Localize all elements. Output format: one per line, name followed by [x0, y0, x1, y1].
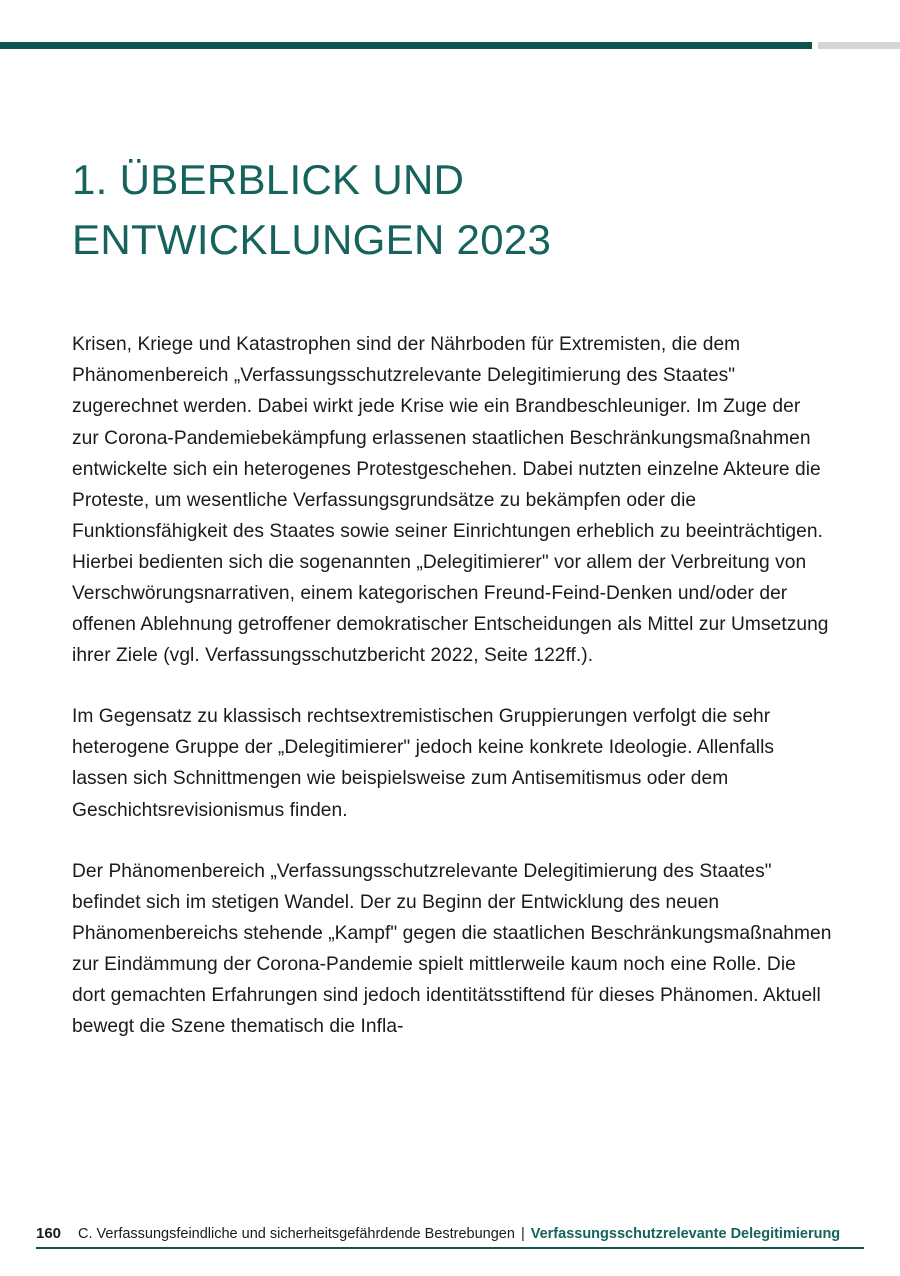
header-rule [0, 42, 900, 49]
page-title-line-1: 1. ÜBERBLICK UND [72, 156, 465, 203]
paragraph-2: Im Gegensatz zu klassisch rechtsextremistischen Gruppierungen verfolgt die sehr heterogene Gruppe der „Delegitimierer" jedoch keine konkrete Ideologie. Allenfalls lassen sich Schnittmengen wie beispielsweise zum Antisemitismus oder dem Geschichtsrevisionismus finden. [72, 706, 775, 821]
header-rule-primary [0, 42, 812, 49]
body-text [72, 329, 832, 1042]
page-title [72, 150, 832, 269]
footer-rule [36, 1247, 864, 1249]
footer-page-number: 160 [36, 1225, 62, 1242]
paragraph-1: Krisen, Kriege und Katastrophen sind der Nährboden für Extremisten, die dem Phänomenbereich „Verfassungsschutzrelevante Delegitimierung des Staates" zugerechnet werden. Dabei wirkt jede Krise wie ein Brandbeschleuniger. Im Zuge der zur Corona-Pandemiebekämpfung erlassenen staatlichen Beschränkungsmaßnahmen entwickelte sich ein heterogenes Protestgeschehen. Dabei nutzten einzelne Akteure die Proteste, um wesentliche Verfassungsgrundsätze zu bekämpfen oder die Funktionsfähigkeit des Staates sowie seiner Einrichtungen erheblich zu beeinträchtigen. Hierbei bedienten sich die sogenannten „Delegitimierer" vor allem der Verbreitung von Verschwörungsnarrativen, einem kategorischen Freund-Feind-Denken und/oder der offenen Ablehnung getroffener demokratischer Entscheidungen als Mittel zur Umsetzung ihrer Ziele (vgl. Verfassungsschutzbericht 2022, Seite 122ff.). [72, 334, 829, 667]
paragraph-3: Der Phänomenbereich „Verfassungsschutzrelevante Delegitimierung des Staates" befindet sich im stetigen Wandel. Der zu Beginn der Entwicklung des neuen Phänomenbereichs stehende „Kampf" gegen die staatlichen Beschränkungsmaßnahmen zur Eindämmung der Corona-Pandemie spielt mittlerweile kaum noch eine Rolle. Die dort gemachten Erfahrungen sind jedoch identitätsstiftend für dieses Phänomen. Aktuell bewegt die Szene thematisch die Infla- [72, 860, 832, 1038]
page-title-line-2: ENTWICKLUNGEN 2023 [72, 215, 552, 263]
header-rule-secondary [818, 42, 900, 49]
footer-separator: | [520, 1226, 525, 1242]
page-content [72, 150, 832, 1042]
page-footer [0, 1218, 900, 1276]
footer-content [36, 1225, 840, 1242]
footer-section-label: C. Verfassungsfeindliche und sicherheitsgefährdende Bestrebungen [78, 1226, 515, 1242]
footer-chapter-label: Verfassungsschutzrelevante Delegitimierung [530, 1226, 841, 1242]
